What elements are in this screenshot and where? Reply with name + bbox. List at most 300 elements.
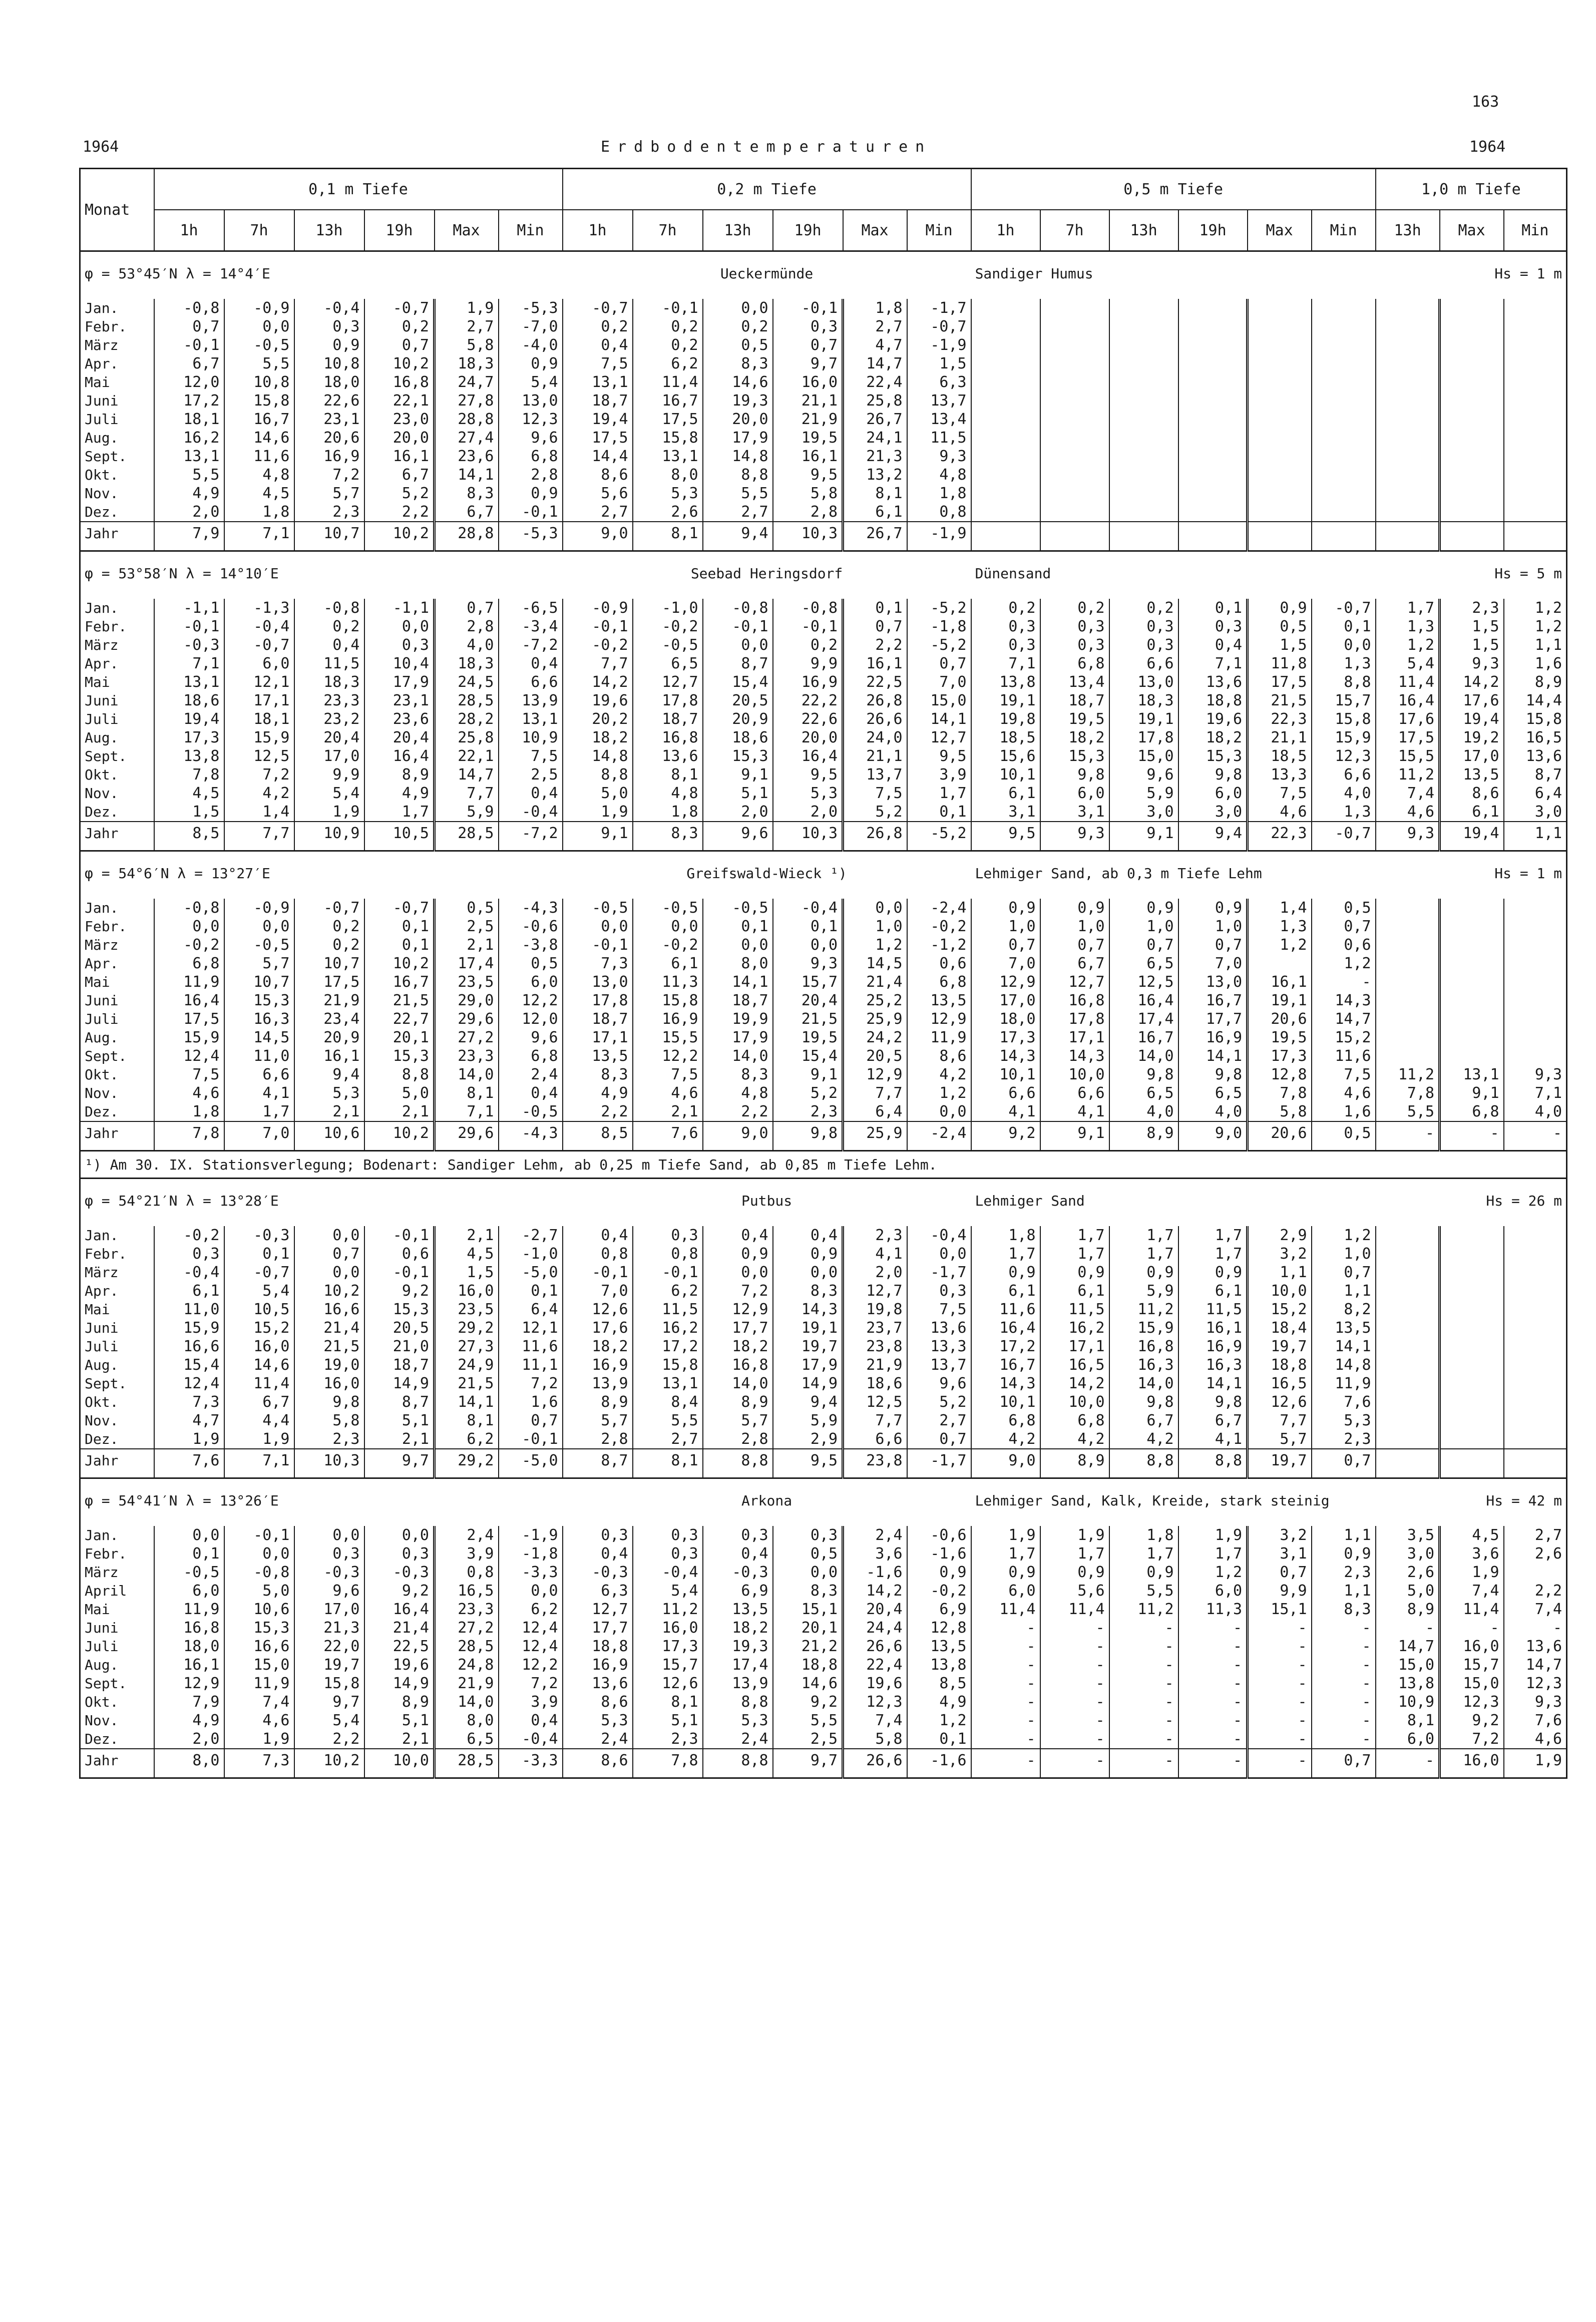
temperature-value: 4,6: [1376, 803, 1440, 822]
temperature-value: 18,6: [843, 1374, 907, 1393]
temperature-value: 1,1: [1312, 1526, 1376, 1544]
temperature-value: [1440, 1411, 1504, 1430]
temperature-value: 0,4: [499, 654, 563, 673]
month-label: Mai: [85, 1601, 110, 1618]
temperature-value: 23,1: [364, 691, 435, 710]
temperature-value: 11,4: [1376, 673, 1440, 691]
temperature-value: 17,5: [563, 429, 633, 447]
temperature-value: 11,6: [1312, 1047, 1376, 1065]
temperature-value: -: [1376, 1121, 1440, 1151]
temperature-value: [1178, 503, 1248, 522]
month-label: Mai: [85, 1301, 110, 1318]
temperature-value: 27,2: [435, 1028, 499, 1047]
temperature-value: -2,7: [499, 1226, 563, 1245]
sub-header-cell: 13h: [703, 210, 773, 251]
temperature-value: 8,7: [703, 654, 773, 673]
temperature-value: -1,9: [499, 1526, 563, 1544]
month-label: März: [85, 1564, 119, 1581]
temperature-value: [1178, 522, 1248, 551]
temperature-value: -0,7: [364, 299, 435, 317]
temperature-value: 16,4: [154, 991, 224, 1010]
temperature-value: 0,3: [294, 1544, 364, 1563]
temperature-value: -0,3: [154, 636, 224, 654]
temperature-value: -: [1178, 1619, 1248, 1637]
temperature-value: [1248, 466, 1312, 484]
temperature-value: 24,0: [843, 728, 907, 747]
temperature-value: 6,1: [154, 1282, 224, 1300]
temperature-value: 14,0: [1109, 1374, 1178, 1393]
temperature-value: 14,2: [1440, 673, 1504, 691]
temperature-value: 13,7: [907, 392, 971, 410]
temperature-value: 17,6: [1376, 710, 1440, 728]
temperature-value: -0,3: [294, 1563, 364, 1582]
temperature-value: -0,5: [154, 1563, 224, 1582]
temperature-value: [1376, 392, 1440, 410]
temperature-value: 4,2: [907, 1065, 971, 1084]
month-row: [80, 1600, 1567, 1619]
temperature-value: 14,2: [563, 673, 633, 691]
temperature-value: -0,7: [1312, 822, 1376, 851]
temperature-value: 6,2: [435, 1430, 499, 1449]
temperature-value: 13,4: [907, 410, 971, 429]
temperature-value: 4,9: [563, 1084, 633, 1102]
temperature-value: [1178, 410, 1248, 429]
temperature-value: 6,1: [1040, 1282, 1109, 1300]
temperature-value: 14,3: [971, 1047, 1040, 1065]
temperature-value: 21,9: [435, 1674, 499, 1693]
temperature-value: 11,0: [154, 1300, 224, 1319]
temperature-value: 18,7: [1040, 691, 1109, 710]
temperature-value: 1,2: [1178, 1563, 1248, 1582]
temperature-value: 1,5: [154, 803, 224, 822]
temperature-value: [1440, 1282, 1504, 1300]
temperature-value: 15,8: [633, 429, 703, 447]
temperature-value: [1440, 1337, 1504, 1356]
temperature-value: 7,5: [1312, 1065, 1376, 1084]
temperature-value: 18,7: [633, 710, 703, 728]
sub-header-cell: 13h: [1376, 210, 1440, 251]
month-row: [80, 1047, 1567, 1065]
temperature-value: -0,8: [294, 599, 364, 617]
temperature-value: [1504, 991, 1567, 1010]
temperature-value: 9,1: [773, 1065, 843, 1084]
temperature-value: 20,4: [773, 991, 843, 1010]
month-label: Juni: [85, 1620, 119, 1636]
temperature-value: 3,9: [499, 1693, 563, 1711]
year-left: 1964: [83, 138, 119, 156]
temperature-value: 4,5: [435, 1245, 499, 1263]
temperature-value: 17,5: [294, 973, 364, 991]
temperature-value: 10,7: [294, 522, 364, 551]
temperature-value: [1504, 429, 1567, 447]
temperature-value: 0,3: [154, 1245, 224, 1263]
temperature-value: 16,8: [703, 1356, 773, 1374]
temperature-value: 9,6: [499, 1028, 563, 1047]
temperature-value: 11,4: [971, 1600, 1040, 1619]
temperature-value: 4,8: [633, 784, 703, 803]
temperature-value: 11,2: [633, 1600, 703, 1619]
temperature-value: 15,8: [633, 1356, 703, 1374]
temperature-value: 26,6: [843, 1749, 907, 1778]
temperature-value: 1,8: [843, 299, 907, 317]
temperature-value: -0,9: [224, 899, 294, 917]
temperature-value: 2,4: [435, 1526, 499, 1544]
temperature-value: [971, 503, 1040, 522]
temperature-value: 2,1: [294, 1102, 364, 1121]
temperature-value: 14,0: [703, 1047, 773, 1065]
temperature-value: 11,4: [224, 1374, 294, 1393]
temperature-value: 1,9: [1504, 1749, 1567, 1778]
temperature-value: 27,3: [435, 1337, 499, 1356]
temperature-value: [1440, 429, 1504, 447]
temperature-value: [1178, 299, 1248, 317]
temperature-value: 7,9: [154, 522, 224, 551]
temperature-value: 8,7: [364, 1393, 435, 1411]
temperature-value: -0,5: [633, 636, 703, 654]
temperature-value: 16,9: [294, 447, 364, 466]
temperature-value: [1376, 447, 1440, 466]
temperature-value: 6,9: [907, 1600, 971, 1619]
temperature-value: -0,1: [773, 299, 843, 317]
temperature-value: 0,5: [773, 1544, 843, 1563]
temperature-value: [1440, 1319, 1504, 1337]
temperature-value: 0,0: [907, 1245, 971, 1263]
temperature-value: 20,6: [1248, 1121, 1312, 1151]
sub-header-cell: 1h: [563, 210, 633, 251]
temperature-value: 0,1: [907, 803, 971, 822]
temperature-value: -: [1248, 1749, 1312, 1778]
temperature-value: 25,9: [843, 1121, 907, 1151]
temperature-value: -5,2: [907, 636, 971, 654]
temperature-value: 15,3: [364, 1047, 435, 1065]
temperature-value: 18,6: [703, 728, 773, 747]
temperature-value: [971, 484, 1040, 503]
temperature-value: [1109, 373, 1178, 392]
temperature-value: 28,8: [435, 522, 499, 551]
temperature-value: 0,9: [907, 1563, 971, 1582]
temperature-value: -0,5: [224, 936, 294, 954]
temperature-value: [1248, 522, 1312, 551]
page-number: 163: [1472, 93, 1499, 111]
temperature-value: 13,0: [563, 973, 633, 991]
temperature-value: -: [1040, 1619, 1109, 1637]
month-row: [80, 899, 1567, 917]
temperature-value: -0,3: [563, 1563, 633, 1582]
temperature-value: 5,4: [499, 373, 563, 392]
temperature-value: [1440, 899, 1504, 917]
temperature-value: 16,7: [364, 973, 435, 991]
temperature-value: 7,5: [563, 354, 633, 373]
temperature-value: [1312, 410, 1376, 429]
temperature-value: 24,1: [843, 429, 907, 447]
month-row: [80, 1263, 1567, 1282]
temperature-value: 6,8: [971, 1411, 1040, 1430]
month-label: Dez.: [85, 804, 119, 820]
temperature-value: 5,5: [224, 354, 294, 373]
temperature-value: [971, 299, 1040, 317]
month-row: [80, 1282, 1567, 1300]
temperature-value: [1376, 299, 1440, 317]
temperature-value: 20,4: [843, 1600, 907, 1619]
temperature-value: 8,8: [703, 1449, 773, 1478]
sub-header-cell: Min: [499, 210, 563, 251]
month-label: Jan.: [85, 1527, 119, 1543]
temperature-value: 0,0: [703, 299, 773, 317]
temperature-value: -: [1312, 1693, 1376, 1711]
temperature-value: [971, 336, 1040, 354]
temperature-value: 6,3: [907, 373, 971, 392]
footnote-row: [80, 1151, 1567, 1179]
temperature-value: [1504, 973, 1567, 991]
temperature-value: 18,3: [435, 354, 499, 373]
temperature-value: 17,6: [563, 1319, 633, 1337]
month-row: [80, 1693, 1567, 1711]
temperature-value: 27,8: [435, 392, 499, 410]
temperature-value: 1,8: [1109, 1526, 1178, 1544]
temperature-value: 17,8: [1109, 728, 1178, 747]
temperature-value: [1440, 1393, 1504, 1411]
temperature-value: 18,0: [154, 1637, 224, 1656]
temperature-value: 10,3: [294, 1449, 364, 1478]
temperature-value: 0,6: [1312, 936, 1376, 954]
temperature-value: 0,3: [773, 317, 843, 336]
temperature-value: 9,2: [364, 1282, 435, 1300]
month-label: Nov.: [85, 485, 119, 502]
month-row: [80, 1637, 1567, 1656]
temperature-value: -3,4: [499, 617, 563, 636]
temperature-value: 9,3: [773, 954, 843, 973]
month-label: Febr.: [85, 1246, 127, 1262]
temperature-value: 2,8: [563, 1430, 633, 1449]
temperature-value: 13,1: [499, 710, 563, 728]
temperature-value: [1504, 503, 1567, 522]
temperature-value: 1,3: [1312, 803, 1376, 822]
temperature-value: -: [971, 1730, 1040, 1749]
temperature-value: 4,6: [154, 1084, 224, 1102]
soil-type: Sandiger Humus: [971, 251, 1376, 286]
temperature-value: 23,0: [364, 410, 435, 429]
temperature-value: 0,3: [703, 1526, 773, 1544]
temperature-value: 0,2: [773, 636, 843, 654]
temperature-value: -: [1248, 1693, 1312, 1711]
month-label: Juli: [85, 1338, 119, 1355]
temperature-value: 18,1: [154, 410, 224, 429]
temperature-value: 10,7: [294, 954, 364, 973]
temperature-value: 1,7: [971, 1245, 1040, 1263]
temperature-value: 0,0: [773, 936, 843, 954]
temperature-value: 13,6: [1178, 673, 1248, 691]
temperature-value: 5,3: [294, 1084, 364, 1102]
temperature-value: -5,0: [499, 1263, 563, 1282]
temperature-value: 15,8: [1312, 710, 1376, 728]
temperature-value: 19,1: [971, 691, 1040, 710]
soil-temperature-table: [79, 168, 1567, 1779]
temperature-value: 11,1: [499, 1356, 563, 1374]
temperature-value: 24,7: [435, 373, 499, 392]
temperature-value: 7,2: [224, 765, 294, 784]
temperature-value: [1440, 1047, 1504, 1065]
temperature-value: 16,2: [1040, 1319, 1109, 1337]
temperature-value: 12,4: [499, 1619, 563, 1637]
temperature-value: 4,9: [364, 784, 435, 803]
temperature-value: 20,0: [364, 429, 435, 447]
month-row: [80, 1319, 1567, 1337]
sub-header-cell: 13h: [294, 210, 364, 251]
temperature-value: 0,7: [907, 1430, 971, 1449]
temperature-value: 5,1: [703, 784, 773, 803]
temperature-value: 6,0: [1040, 784, 1109, 803]
temperature-value: [1178, 336, 1248, 354]
temperature-value: -0,3: [224, 1226, 294, 1245]
temperature-value: 9,8: [1109, 1393, 1178, 1411]
soil-type: Dünensand: [971, 551, 1376, 586]
temperature-value: 3,1: [1040, 803, 1109, 822]
temperature-value: 28,8: [435, 410, 499, 429]
temperature-value: 19,6: [1178, 710, 1248, 728]
temperature-value: 18,7: [563, 392, 633, 410]
temperature-value: [1440, 973, 1504, 991]
temperature-value: 12,9: [843, 1065, 907, 1084]
temperature-value: 23,6: [364, 710, 435, 728]
temperature-value: 5,6: [563, 484, 633, 503]
temperature-value: 6,0: [1178, 784, 1248, 803]
temperature-value: 11,9: [154, 1600, 224, 1619]
temperature-value: -0,5: [633, 899, 703, 917]
temperature-value: 0,9: [1109, 1563, 1178, 1582]
temperature-value: -1,6: [907, 1544, 971, 1563]
temperature-value: [1178, 447, 1248, 466]
temperature-value: 19,5: [1040, 710, 1109, 728]
temperature-value: 22,3: [1248, 822, 1312, 851]
temperature-value: 7,1: [971, 654, 1040, 673]
temperature-value: 9,6: [499, 429, 563, 447]
temperature-value: -: [1178, 1711, 1248, 1730]
temperature-value: -0,2: [907, 917, 971, 936]
temperature-value: 0,3: [1109, 636, 1178, 654]
temperature-value: -0,7: [907, 317, 971, 336]
temperature-value: 8,8: [1109, 1449, 1178, 1478]
temperature-value: 11,0: [224, 1047, 294, 1065]
temperature-value: [1504, 899, 1567, 917]
temperature-value: 22,0: [294, 1637, 364, 1656]
temperature-value: 16,8: [154, 1619, 224, 1637]
temperature-value: 16,6: [224, 1637, 294, 1656]
temperature-value: [1376, 1319, 1440, 1337]
temperature-value: 15,1: [1248, 1600, 1312, 1619]
temperature-value: 5,7: [703, 1411, 773, 1430]
temperature-value: -: [1312, 1637, 1376, 1656]
temperature-value: 8,5: [563, 1121, 633, 1151]
temperature-value: 21,5: [773, 1010, 843, 1028]
temperature-value: 9,5: [773, 466, 843, 484]
temperature-value: 1,2: [907, 1711, 971, 1730]
temperature-value: 0,0: [154, 917, 224, 936]
temperature-value: 6,1: [971, 1282, 1040, 1300]
temperature-value: 11,6: [499, 1337, 563, 1356]
temperature-value: 9,2: [1440, 1711, 1504, 1730]
station-name: Greifswald-Wieck ¹): [563, 851, 971, 886]
temperature-value: 0,8: [633, 1245, 703, 1263]
temperature-value: 6,1: [1178, 1282, 1248, 1300]
temperature-value: 27,2: [435, 1619, 499, 1637]
temperature-value: 15,8: [224, 392, 294, 410]
temperature-value: 5,7: [563, 1411, 633, 1430]
temperature-value: 13,7: [907, 1356, 971, 1374]
temperature-value: 18,8: [1178, 691, 1248, 710]
temperature-value: 24,8: [435, 1656, 499, 1674]
temperature-value: 2,7: [1504, 1526, 1567, 1544]
temperature-value: 7,4: [1440, 1582, 1504, 1600]
temperature-value: 3,1: [1248, 1544, 1312, 1563]
temperature-value: 1,9: [563, 803, 633, 822]
temperature-value: 0,3: [907, 1282, 971, 1300]
temperature-value: -: [1040, 1711, 1109, 1730]
temperature-value: 21,4: [294, 1319, 364, 1337]
temperature-value: 27,4: [435, 429, 499, 447]
temperature-value: 14,1: [907, 710, 971, 728]
temperature-value: 13,0: [1178, 973, 1248, 991]
temperature-value: 2,2: [563, 1102, 633, 1121]
temperature-value: -: [1248, 1711, 1312, 1730]
temperature-value: 22,5: [843, 673, 907, 691]
temperature-value: 0,3: [1109, 617, 1178, 636]
temperature-value: 5,3: [633, 484, 703, 503]
temperature-value: [1312, 336, 1376, 354]
month-label: Juli: [85, 1011, 119, 1027]
temperature-value: 9,0: [563, 522, 633, 551]
month-row: [80, 299, 1567, 317]
temperature-value: [1376, 936, 1440, 954]
temperature-value: 0,1: [224, 1245, 294, 1263]
temperature-value: 10,2: [364, 954, 435, 973]
temperature-value: 15,4: [703, 673, 773, 691]
temperature-value: 0,0: [224, 917, 294, 936]
temperature-value: 29,6: [435, 1010, 499, 1028]
temperature-value: 13,9: [703, 1674, 773, 1693]
month-row: [80, 410, 1567, 429]
temperature-value: 16,1: [1248, 973, 1312, 991]
temperature-value: 0,7: [1312, 1749, 1376, 1778]
temperature-value: 22,3: [1248, 710, 1312, 728]
temperature-value: -: [1109, 1730, 1178, 1749]
temperature-value: 10,6: [294, 1121, 364, 1151]
temperature-value: 12,9: [154, 1674, 224, 1693]
temperature-value: 8,1: [633, 522, 703, 551]
temperature-value: [1440, 1263, 1504, 1282]
temperature-value: 6,8: [1440, 1102, 1504, 1121]
temperature-value: [1376, 373, 1440, 392]
temperature-value: 12,4: [499, 1637, 563, 1656]
temperature-value: 6,6: [224, 1065, 294, 1084]
temperature-value: 14,1: [1312, 1337, 1376, 1356]
temperature-value: 18,0: [971, 1010, 1040, 1028]
temperature-value: 0,0: [364, 1526, 435, 1544]
temperature-value: [1248, 317, 1312, 336]
spacer-row: [80, 286, 1567, 299]
temperature-value: -0,5: [563, 899, 633, 917]
temperature-value: 1,7: [224, 1102, 294, 1121]
temperature-value: 17,4: [435, 954, 499, 973]
temperature-value: -0,1: [773, 617, 843, 636]
temperature-value: 0,4: [294, 636, 364, 654]
temperature-value: -0,1: [563, 1263, 633, 1282]
temperature-value: 7,5: [633, 1065, 703, 1084]
temperature-value: 11,9: [1312, 1374, 1376, 1393]
temperature-value: 14,8: [703, 447, 773, 466]
temperature-value: 5,4: [294, 784, 364, 803]
temperature-value: 6,5: [1109, 954, 1178, 973]
temperature-value: 6,4: [843, 1102, 907, 1121]
